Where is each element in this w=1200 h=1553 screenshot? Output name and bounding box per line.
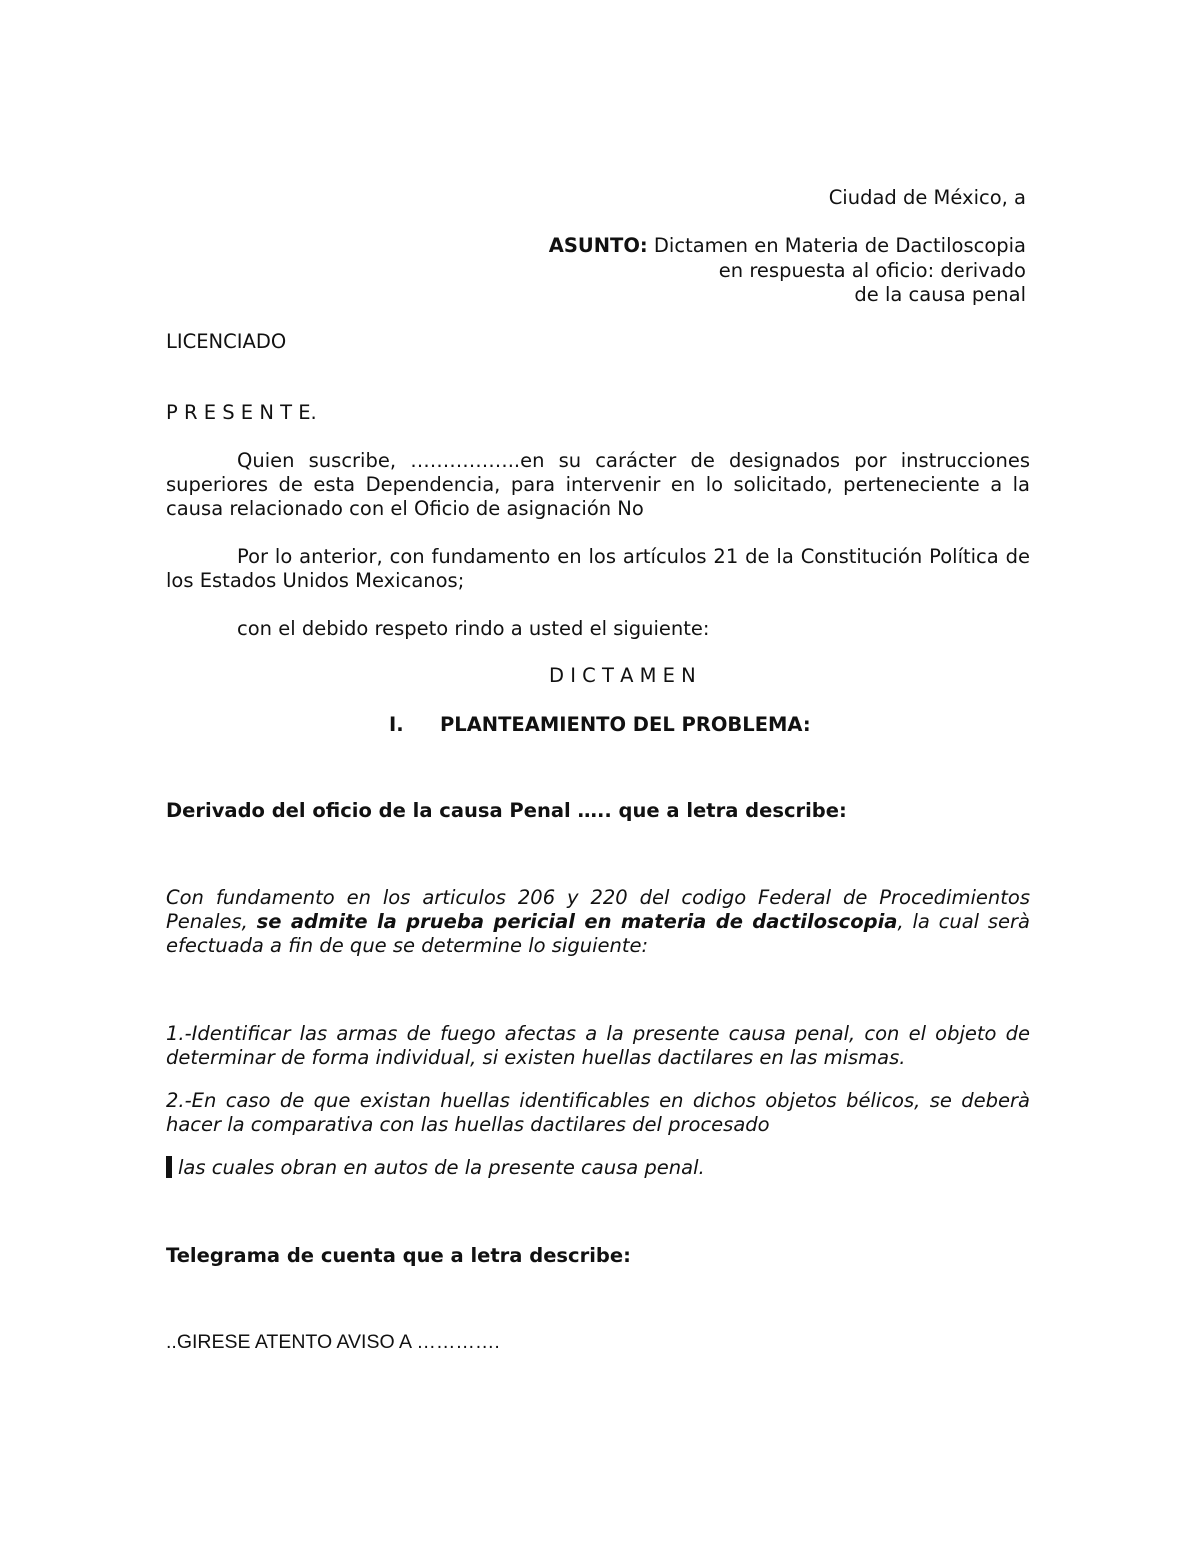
respect-paragraph: con el debido respeto rindo a usted el siguiente: bbox=[237, 617, 710, 640]
asunto-line-2: en respuesta al oficio: derivado bbox=[718, 259, 1026, 282]
list-item-3 bbox=[166, 1156, 705, 1180]
problem-heading: Derivado del oficio de la causa Penal ….. que a letra describe: bbox=[166, 799, 847, 822]
quote-text-start: Con fundamento en los articulos 206 y 220 del codigo Federal de Procedimientos Penales, bbox=[166, 886, 1030, 933]
asunto-line-1 bbox=[549, 234, 1026, 258]
quote-bold-text: se admite la prueba pericial en materia de dactiloscopia bbox=[256, 910, 898, 933]
dictamen-title: D I C T A M E N bbox=[549, 664, 696, 687]
section-title: PLANTEAMIENTO DEL PROBLEMA: bbox=[440, 713, 811, 736]
telegram-heading: Telegrama de cuenta que a letra describe: bbox=[166, 1244, 631, 1267]
telegram-text: ..GIRESE ATENTO AVISO A …………. bbox=[166, 1331, 500, 1353]
section-number: I. bbox=[389, 713, 404, 736]
legal-basis-paragraph: Por lo anterior, con fundamento en los artículos 21 de la Constitución Política de los Estados Unidos Mexicanos; bbox=[166, 545, 1030, 592]
quoted-resolution bbox=[166, 886, 1030, 958]
presente-heading: P R E S E N T E. bbox=[166, 401, 317, 424]
place-date: Ciudad de México, a bbox=[828, 186, 1026, 209]
list-item-2: 2.-En caso de que existan huellas identificables en dichos objetos bélicos, se deberà hacer la comparativa con las huellas dactilares del procesado bbox=[166, 1089, 1030, 1136]
quote-text-end: , la cual serà efectuada a fin de que se determine lo siguiente: bbox=[166, 910, 1030, 957]
asunto-label: ASUNTO: bbox=[548, 234, 648, 257]
asunto-text: Dictamen en Materia de Dactiloscopia bbox=[647, 234, 1026, 257]
addressee-title: LICENCIADO bbox=[166, 330, 287, 353]
list-item-3-text: las cuales obran en autos de la presente causa penal. bbox=[178, 1156, 705, 1179]
intro-paragraph: Quien suscribe, ……………..en su carácter de designados por instrucciones superiores de esta Dependencia, para intervenir en lo solicitado, perteneciente a la causa relacionado con el Oficio de asignación No bbox=[166, 449, 1030, 520]
asunto-line-3: de la causa penal bbox=[854, 283, 1026, 306]
text-cursor-marker bbox=[166, 1156, 172, 1178]
list-item-1: 1.-Identificar las armas de fuego afectas a la presente causa penal, con el objeto de determinar de forma individual, si existen huellas dactilares en las mismas. bbox=[166, 1022, 1030, 1069]
